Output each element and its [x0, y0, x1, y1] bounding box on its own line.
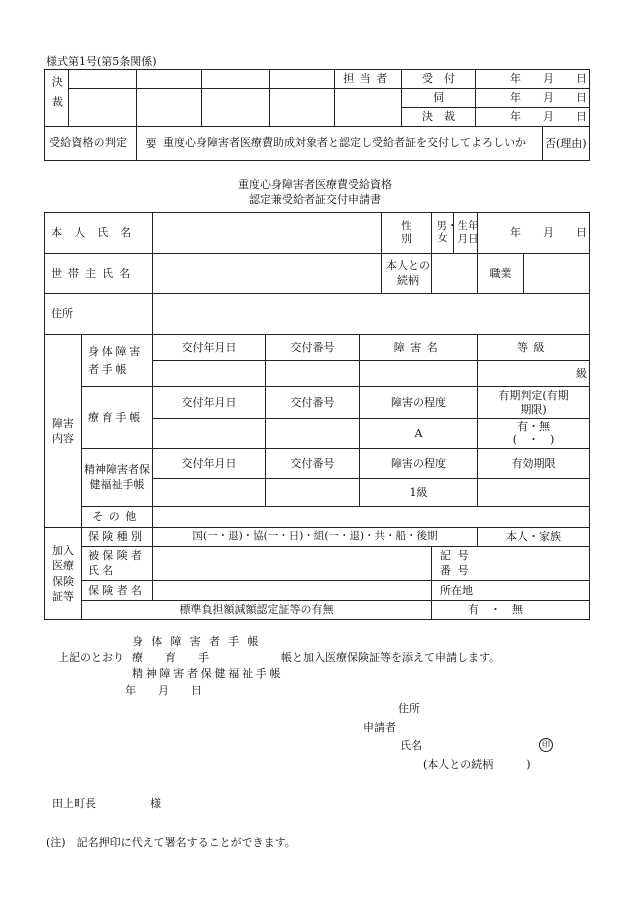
address-value[interactable]: [153, 294, 590, 335]
mental-col-date: 交付年月日: [153, 449, 266, 479]
applicant-label: 申請者: [363, 721, 396, 734]
location-label: 所在地: [440, 583, 474, 597]
mayor-label: 田上町長: [52, 797, 96, 810]
ryouiku-col-degree: 障害の程度: [360, 387, 478, 419]
mental-label: 精神障害者保健福祉手帳: [82, 449, 153, 507]
relation-note: (本人との続柄 ): [423, 758, 531, 771]
stamp-box-1[interactable]: [69, 70, 137, 89]
yes-cell[interactable]: [137, 127, 543, 161]
bangou-label: 番号: [440, 563, 476, 577]
physical-col-date: 交付年月日: [153, 335, 266, 361]
ryouiku-col-number: 交付番号: [266, 387, 360, 419]
stamp-box-6[interactable]: [137, 89, 202, 127]
birth-label: 生年月日: [454, 213, 478, 254]
footnote: (注) 記名押印に代えて署名することができます。: [46, 836, 296, 849]
relation-label: 本人との続柄: [382, 254, 432, 294]
disability-section-label: 障害内容: [45, 335, 82, 528]
ryouiku-label: 療育手帳: [82, 387, 153, 449]
insured-value[interactable]: [153, 547, 432, 581]
ukagai-date[interactable]: 年 月 日: [476, 89, 590, 108]
kessai-date[interactable]: 年 月 日: [476, 108, 590, 127]
stamp-box-5[interactable]: [69, 89, 137, 127]
kigou-label: 記号: [440, 549, 476, 563]
approval-table: [44, 69, 590, 161]
ryouiku-number[interactable]: [266, 419, 360, 449]
title-line-1: 重度心身障害者医療費受給資格: [238, 178, 392, 191]
birth-value[interactable]: 年 月 日: [478, 213, 590, 254]
uketsuke-label: 受 付: [402, 70, 476, 89]
insurance-type-value[interactable]: 国(一・退)・協(一・日)・組(一・退)・共・船・後期: [153, 528, 478, 547]
ukagai-label: 伺: [402, 89, 476, 108]
decl-book-ryouiku: 療 育 手: [132, 651, 231, 664]
yes-text: 重度心身障害者医療費助成対象者と認定し受給者証を交付してよろしいか: [163, 136, 526, 150]
kessai-row-label: 決 裁: [402, 108, 476, 127]
ryouiku-yesno-paren: ( ・ ): [512, 432, 555, 446]
mental-col-degree: 障害の程度: [360, 449, 478, 479]
stamp-box-7[interactable]: [202, 89, 270, 127]
tantousha-stamp[interactable]: [335, 89, 402, 127]
mental-col-number: 交付番号: [266, 449, 360, 479]
ryouiku-col-date: 交付年月日: [153, 387, 266, 419]
kigou-bangou[interactable]: [432, 547, 590, 581]
physical-date[interactable]: [153, 361, 266, 387]
household-label: 世帯主氏名: [45, 254, 153, 294]
cert-value[interactable]: 有 ・ 無: [432, 601, 590, 620]
shikaku-label: 受給資格の判定: [45, 127, 137, 161]
physical-label: 身体障害者手帳: [82, 335, 153, 387]
ryouiku-yesno: 有・無: [517, 419, 551, 433]
sex-label: 性別: [382, 213, 432, 254]
other-value[interactable]: [153, 507, 590, 528]
seal-icon[interactable]: 印: [539, 737, 553, 752]
decl-suffix: 帳と加入医療保険証等を添えて申請します。: [281, 651, 501, 664]
ryouiku-degree[interactable]: A: [360, 419, 478, 449]
physical-grade[interactable]: 級: [478, 361, 590, 387]
insurer-label: 保険者名: [82, 581, 153, 601]
job-value[interactable]: [524, 254, 590, 294]
decl-prefix: 上記のとおり: [58, 651, 124, 664]
mental-date[interactable]: [153, 479, 266, 507]
name-value[interactable]: [153, 213, 382, 254]
address-label: 住所: [45, 294, 153, 335]
job-label: 職業: [478, 254, 524, 294]
tantousha-label: 担当者: [335, 70, 402, 89]
applicant-address-label: 住所: [398, 702, 420, 715]
physical-col-number: 交付番号: [266, 335, 360, 361]
insurance-holder-type[interactable]: 本人・家族: [478, 528, 590, 547]
physical-col-name: 障害名: [360, 335, 478, 361]
insurance-type-label: 保険種別: [82, 528, 153, 547]
no-label: 否(理由): [545, 136, 587, 150]
mental-degree[interactable]: 1級: [360, 479, 478, 507]
decl-book-mental: 精神障害者保健福祉手帳: [132, 667, 284, 680]
mental-col-expiry: 有効期限: [478, 449, 590, 479]
physical-col-grade: 等級: [478, 335, 590, 361]
stamp-box-4[interactable]: [270, 70, 335, 89]
ryouiku-term[interactable]: [478, 419, 590, 449]
stamp-box-2[interactable]: [137, 70, 202, 89]
ryouiku-col-term: 有期判定(有期期限): [478, 387, 590, 419]
stamp-box-3[interactable]: [202, 70, 270, 89]
stamp-box-8[interactable]: [270, 89, 335, 127]
applicant-name-label: 氏名: [400, 739, 422, 752]
mental-number[interactable]: [266, 479, 360, 507]
name-label: 本人氏名: [45, 213, 153, 254]
no-cell[interactable]: [543, 127, 590, 161]
title-line-2: 認定兼受給者証交付申請書: [249, 193, 381, 206]
insurer-location[interactable]: [432, 581, 590, 601]
insured-label: 被保険者氏名: [82, 547, 153, 581]
insurer-value[interactable]: [153, 581, 432, 601]
form-number: 様式第1号(第5条関係): [46, 55, 157, 68]
ryouiku-date[interactable]: [153, 419, 266, 449]
sama-label: 様: [150, 797, 161, 810]
insurance-section-label: 加入医療保険証等: [45, 528, 82, 620]
application-table: [44, 212, 590, 620]
kessai-label: 決裁: [45, 70, 69, 127]
uketsuke-date[interactable]: 年 月 日: [476, 70, 590, 89]
cert-label: 標準負担額減額認定証等の有無: [82, 601, 432, 620]
physical-name[interactable]: [360, 361, 478, 387]
physical-number[interactable]: [266, 361, 360, 387]
decl-book-physical: 身体障害者手帳: [132, 635, 267, 648]
decl-date[interactable]: 年 月 日: [125, 684, 202, 697]
other-label: その他: [82, 507, 153, 528]
relation-value[interactable]: [432, 254, 478, 294]
mental-expiry[interactable]: [478, 479, 590, 507]
yes-label: 要: [145, 136, 157, 150]
sex-value[interactable]: 男・女: [432, 213, 454, 254]
household-value[interactable]: [153, 254, 382, 294]
